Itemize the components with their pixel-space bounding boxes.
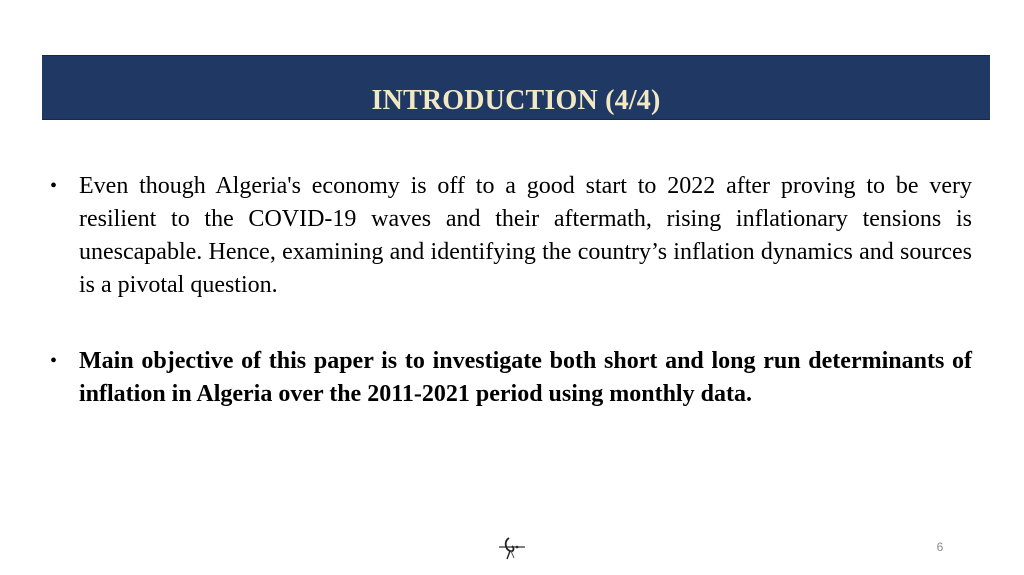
- bullet-list: [48, 170, 972, 411]
- bullet-item-resilience: [48, 170, 972, 302]
- logo-graphic: [497, 533, 527, 563]
- bullet-text: Even though Algeria's economy is off to a good start to 2022 after proving to be very resilient to the COVID-19 waves and their aftermath, rising inflationary tensions is unescapable. Hence, examining and identifying the country’s inflation dynamics and sources is a pivotal question.: [79, 173, 972, 298]
- bullet-marker: •: [50, 350, 58, 372]
- bullet-text: Main objective of this paper is to investigate both short and long run determinants of inflation in Algeria over the 2011-2021 period using monthly data.: [79, 348, 972, 407]
- slide-title: INTRODUCTION (4/4): [371, 85, 661, 116]
- bullet-item-objective: [48, 345, 972, 411]
- bullet-marker: •: [50, 175, 58, 197]
- institution-logo-icon: [497, 533, 527, 563]
- page-number: 6: [936, 540, 944, 554]
- title-bar: [42, 55, 990, 120]
